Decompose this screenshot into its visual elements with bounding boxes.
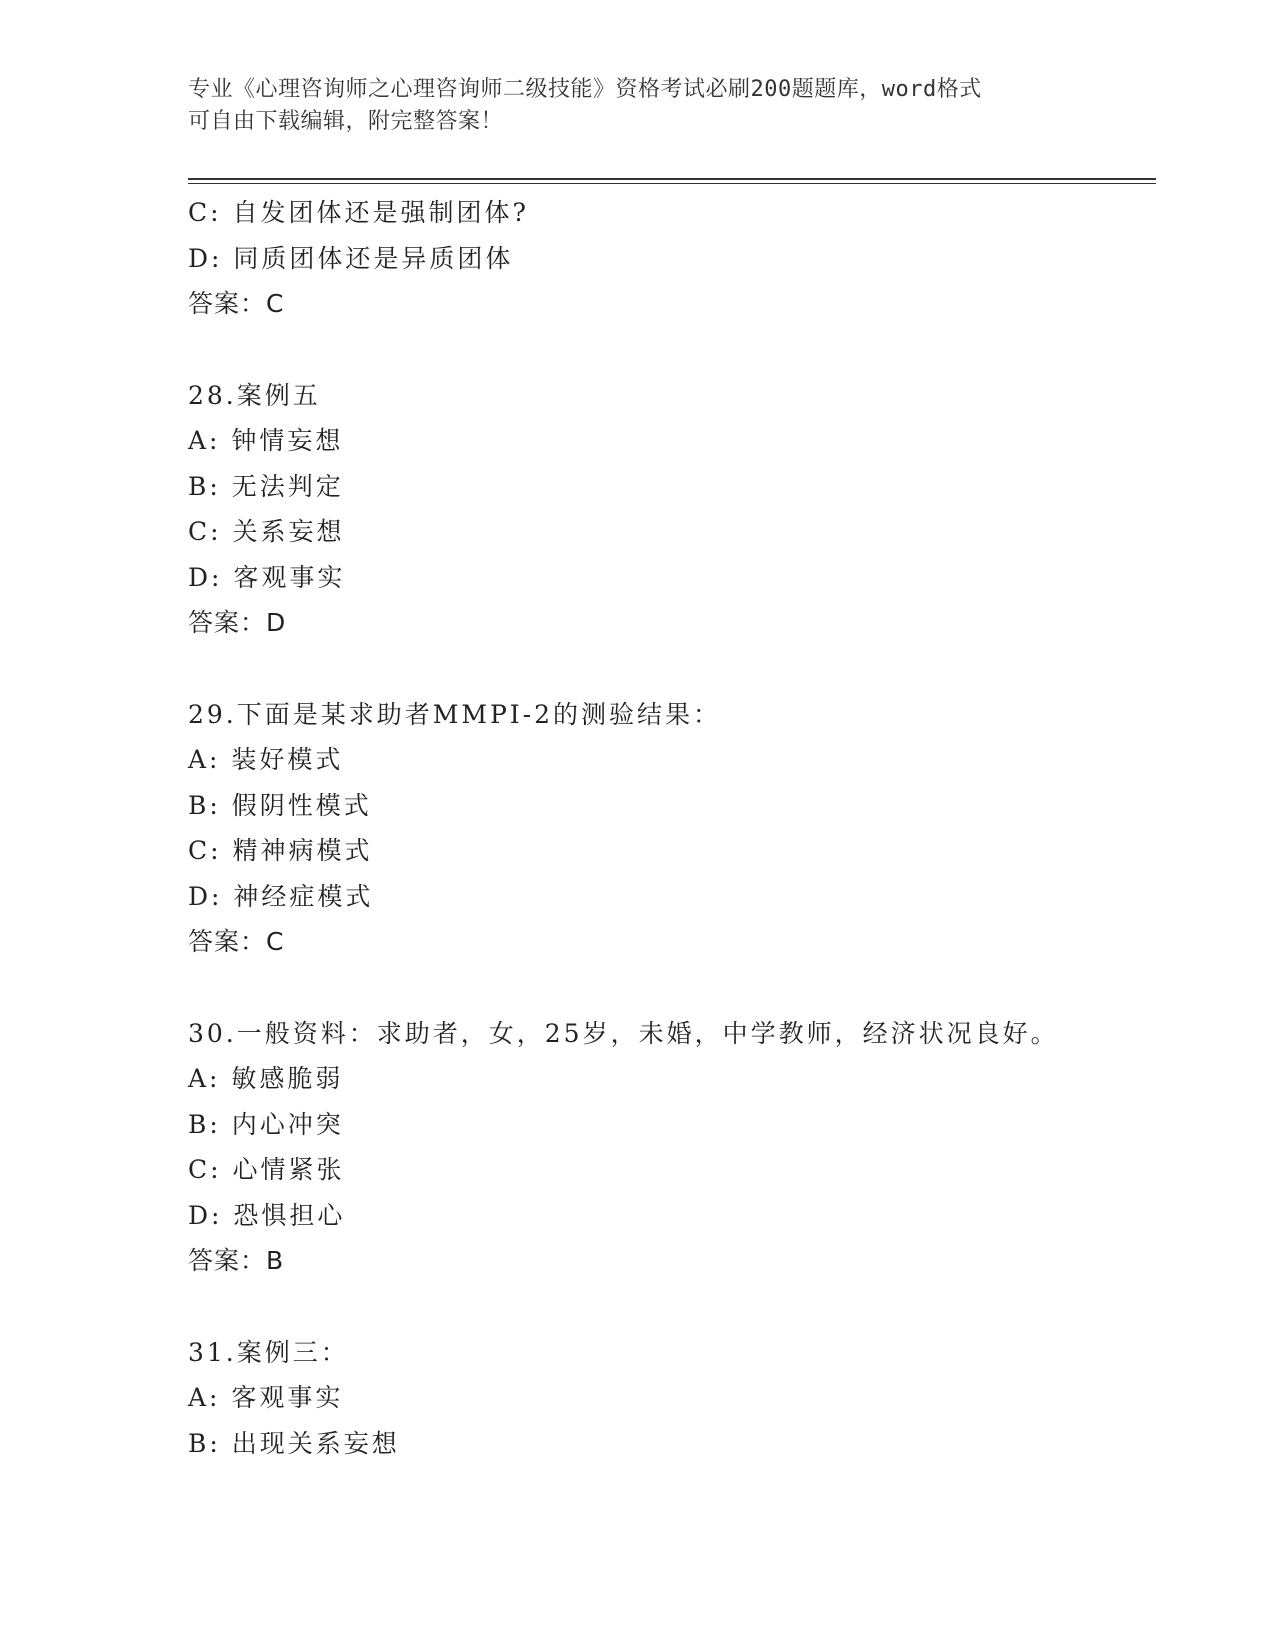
option-d: D: 客观事实	[188, 562, 346, 592]
question-title: 28.案例五	[188, 380, 321, 410]
answer: 答案：D	[188, 608, 287, 637]
question-29	[188, 692, 1148, 965]
option-a: A: 敏感脆弱	[188, 1064, 344, 1093]
option-c: C: 关系妄想	[188, 517, 345, 546]
answer: 答案：C	[188, 289, 285, 318]
header-divider-thin	[188, 183, 1156, 184]
option-c: C: 心情紧张	[188, 1155, 345, 1184]
question-30	[188, 1011, 1148, 1284]
option-b: B: 内心冲突	[188, 1109, 344, 1139]
header-line-1: 专业《心理咨询师之心理咨询师二级技能》资格考试必刷200题题库，word格式	[188, 77, 982, 102]
option-a: A: 装好模式	[188, 745, 344, 774]
question-31	[188, 1330, 1148, 1467]
option-d: D: 恐惧担心	[188, 1200, 346, 1230]
option-c: C: 自发团体还是强制团体?	[188, 198, 529, 227]
document-header	[188, 74, 1088, 138]
question-list	[188, 190, 1148, 1466]
option-b: B: 无法判定	[188, 471, 344, 501]
question-28	[188, 373, 1148, 646]
spacer	[188, 965, 1148, 1011]
spacer	[188, 1284, 1148, 1330]
header-divider	[188, 178, 1156, 180]
option-d: D: 同质团体还是异质团体	[188, 243, 514, 273]
question-partial	[188, 190, 1148, 327]
question-title: 30.一般资料：求助者，女，25岁，未婚，中学教师，经济状况良好。	[188, 1018, 1059, 1048]
answer: 答案：B	[188, 1246, 285, 1275]
header-line-2: 可自由下载编辑，附完整答案！	[188, 109, 504, 134]
answer: 答案：C	[188, 927, 285, 956]
spacer	[188, 327, 1148, 373]
question-title: 31.案例三：	[188, 1337, 349, 1367]
option-c: C: 精神病模式	[188, 836, 373, 865]
spacer	[188, 646, 1148, 692]
option-b: B: 假阴性模式	[188, 790, 372, 820]
option-d: D: 神经症模式	[188, 881, 374, 911]
option-b: B: 出现关系妄想	[188, 1428, 400, 1458]
question-title: 29.下面是某求助者MMPI-2的测验结果：	[188, 699, 722, 729]
option-a: A: 客观事实	[188, 1383, 344, 1412]
option-a: A: 钟情妄想	[188, 426, 344, 455]
